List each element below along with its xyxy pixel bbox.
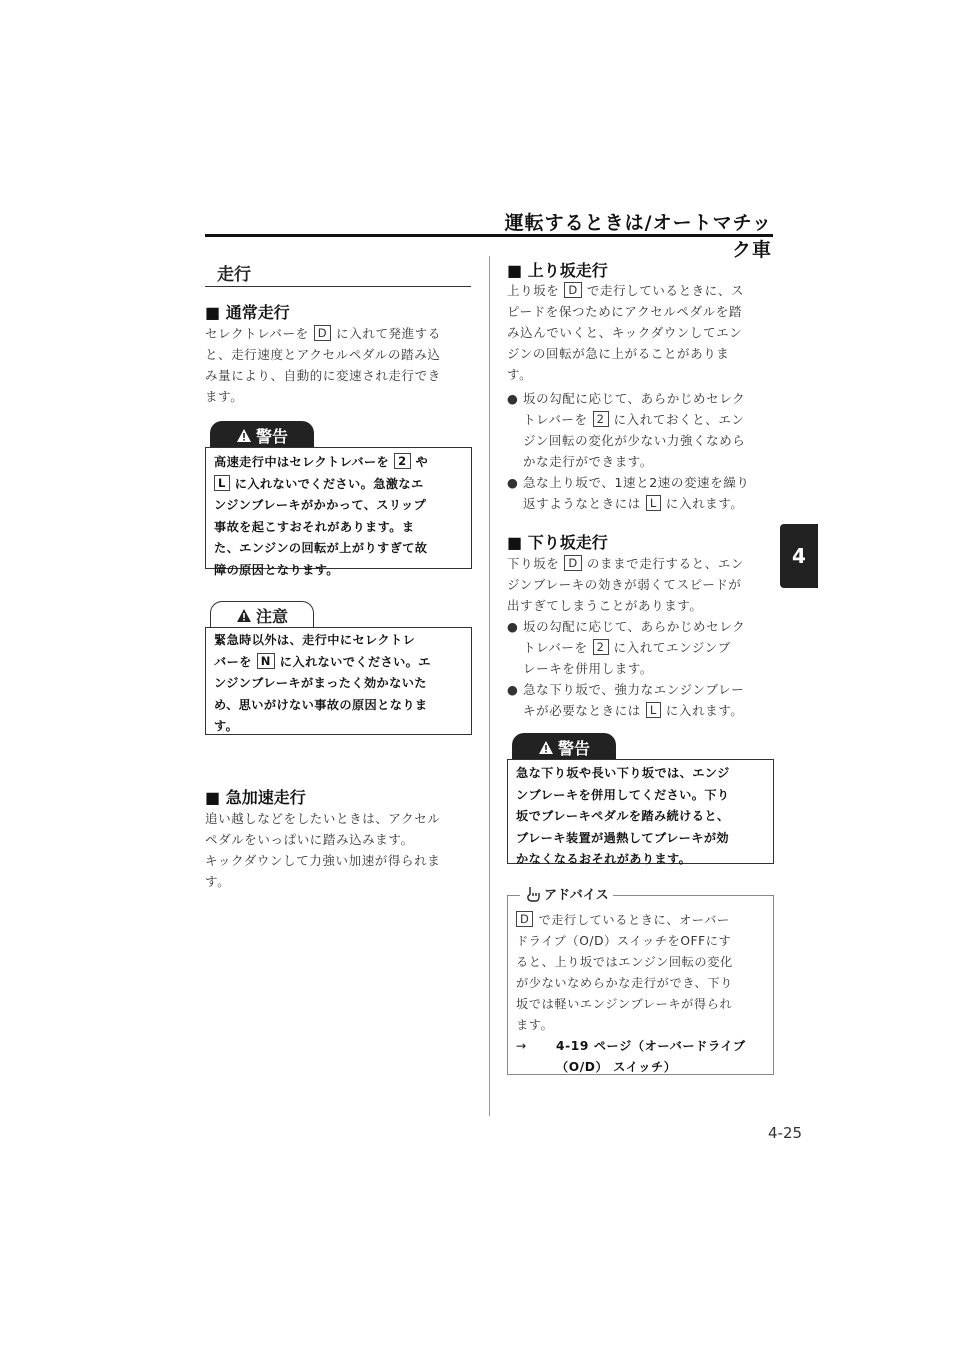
key-d: D xyxy=(516,911,533,927)
chapter-tab-number: 4 xyxy=(792,544,806,568)
advice-label-text: アドバイス xyxy=(544,888,609,903)
section-title-text: 走行 xyxy=(217,265,251,285)
chapter-tab[interactable] xyxy=(780,524,818,588)
bullet-icon: ● xyxy=(507,619,519,634)
key-n: N xyxy=(257,653,275,669)
list-item: ● 急な下り坂で、強力なエンジンブレー キが必要なときには L に入れます。 xyxy=(507,679,777,721)
header-rule xyxy=(205,234,773,237)
caution-tag-label: 注意 xyxy=(255,606,288,626)
normal-driving-text: セレクトレバーを D に入れて発進する と、走行速度とアクセルペダルの踏み込 み量により、自動的に変速され走行でき ます。 xyxy=(205,326,441,404)
heading-downhill: ■ 下り坂走行 xyxy=(507,533,608,552)
advice-box: D で走行しているときに、オーバー ドライブ（O/D）スイッチをOFFにす ると、上り坂ではエンジン回転の変化 が少ないなめらかな走行ができ、下り 坂では軽いエンジンブレーキが得られ ます。 → 4-19 ページ（オーバードライブ （O/D） スイッチ） xyxy=(507,895,774,1075)
heading-normal-driving: ■ 通常走行 xyxy=(205,303,290,322)
key-l: L xyxy=(646,702,661,718)
warning-tag xyxy=(210,421,314,448)
key-2: 2 xyxy=(593,411,609,427)
advice-label xyxy=(520,884,613,903)
caution-box: 緊急時以外は、走行中にセレクトレ バーを N に入れないでください。エ ンジンブレーキがまったく効かないた め、思いがけない事故の原因となりま す。 xyxy=(205,627,472,735)
warning-box-2: 急な下り坂や長い下り坂では、エンジ ンブレーキを併用してください。下り 坂でブレーキペダルを踏み続けると、 ブレーキ装置が過熱してブレーキが効 かなくなるおそれがあります。 xyxy=(507,759,774,864)
warning-tag xyxy=(512,733,616,760)
warning-triangle-icon xyxy=(236,428,252,443)
bullet-icon: ● xyxy=(507,682,519,697)
caution-tag xyxy=(210,601,314,628)
advice-reference[interactable]: → 4-19 ページ（オーバードライブ （O/D） スイッチ） xyxy=(516,1036,765,1078)
pointing-hand-icon xyxy=(524,885,542,903)
heading-rapid-acceleration: ■ 急加速走行 xyxy=(205,788,306,807)
list-item: ● 坂の勾配に応じて、あらかじめセレク トレバーを 2 に入れておくと、エン ジン回転の変化が少ない力強くなめら かな走行ができます。 xyxy=(507,388,777,472)
warning-tag-label: 警告 xyxy=(557,738,590,758)
key-l: L xyxy=(214,475,230,491)
page-number: 4-25 xyxy=(768,1124,803,1142)
warning-tag-label: 警告 xyxy=(255,426,288,446)
key-l: L xyxy=(646,495,661,511)
key-d: D xyxy=(314,325,331,341)
section-title xyxy=(205,258,471,287)
arrow-right-icon: → xyxy=(516,1039,527,1053)
chapter-title: 運転するときは/オートマチック車 xyxy=(504,212,772,261)
key-2: 2 xyxy=(394,453,410,469)
bullet-icon: ● xyxy=(507,391,519,406)
key-2: 2 xyxy=(593,639,609,655)
warning-triangle-icon xyxy=(538,740,554,755)
list-item: ● 急な上り坂で、1速と2速の変速を繰り 返すようなときには L に入れます。 xyxy=(507,472,777,514)
bullet-icon: ● xyxy=(507,475,519,490)
column-divider xyxy=(489,256,490,1116)
downhill-text: 下り坂を D のままで走行すると、エン ジンブレーキの効きが弱くてスピードが 出すぎてしまうことがあります。 ● 坂の勾配に応じて、あらかじめセレク トレバーを 2 に入れてエンジンブ レーキを併用します。 ● 急な下り坂で、強力なエンジンブレー キが必要なときには L に入れます。 xyxy=(507,553,777,721)
key-d: D xyxy=(564,555,581,571)
rapid-acceleration-text: 追い越しなどをしたいときは、アクセル ペダルをいっぱいに踏み込みます。 キックダウンして力強い加速が得られま す。 xyxy=(205,811,441,889)
key-d: D xyxy=(564,282,581,298)
uphill-text: 上り坂を D で走行しているときに、ス ピードを保つためにアクセルペダルを踏 み込んでいくと、キックダウンしてエン ジンの回転が急に上がることがありま す。 ● 坂の勾配に応じて、あらかじめセレク トレバーを 2 に入れておくと、エン ジン回転の変化が少ない力強くなめら かな走行ができます。 ● 急な上り坂で、1速と2速の変速を繰り 返すようなときには L に入れます。 xyxy=(507,280,777,514)
list-item: ● 坂の勾配に応じて、あらかじめセレク トレバーを 2 に入れてエンジンブ レーキを併用します。 xyxy=(507,616,777,679)
heading-uphill: ■ 上り坂走行 xyxy=(507,261,608,280)
warning-box-1: 高速走行中はセレクトレバーを 2 や L に入れないでください。急激なエ ンジンブレーキがかかって、スリップ 事故を起こすおそれがあります。ま た、エンジンの回転が上がりすぎて故 障の原因となります。 xyxy=(205,447,472,569)
caution-triangle-icon xyxy=(236,608,252,623)
